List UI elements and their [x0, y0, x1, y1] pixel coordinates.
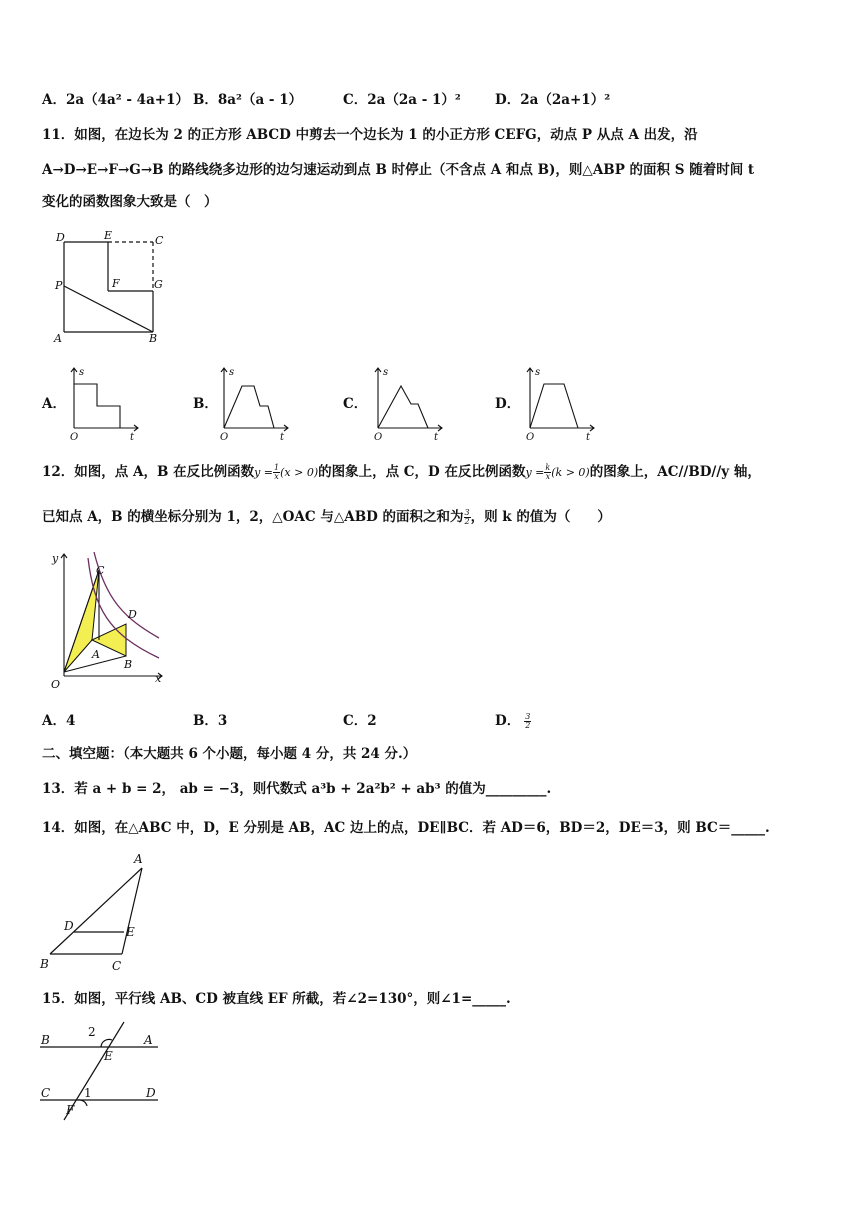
q15-label-f: F — [66, 1103, 75, 1117]
q12-option-d: D． $\frac{3}{2}$ — [495, 712, 531, 730]
q11-label-d: D — [56, 231, 65, 244]
q12-label-c: C — [96, 564, 105, 577]
q14-triangle-figure — [36, 850, 156, 976]
svg-text:t: t — [434, 432, 439, 443]
q14-label-c: C — [112, 959, 122, 973]
q15-text: 15．如图，平行线 AB、CD 被直线 EF 所截，若∠2=130°，则∠1=_____. — [42, 991, 511, 1007]
q11-label-c: C — [155, 234, 164, 247]
svg-text:O: O — [220, 432, 229, 443]
q11-label-a: A — [54, 332, 62, 345]
q10-option-c: C．2a（2a - 1）² — [343, 92, 461, 108]
q15-label-angle2: 2 — [88, 1025, 96, 1039]
q12-label-x: x — [155, 672, 162, 685]
q14-label-b: B — [40, 957, 49, 971]
q11-text-line3: 变化的函数图象大致是（ ） — [42, 194, 218, 210]
q11-option-a: A． — [42, 396, 66, 412]
svg-text:s: s — [229, 367, 235, 378]
q11-text-line1: 11．如图，在边长为 2 的正方形 ABCD 中剪去一个边长为 1 的小正方形 CEFG，动点 P 从点 A 出发，沿 — [42, 127, 698, 143]
svg-text:s: s — [535, 367, 541, 378]
q11-label-e: E — [104, 229, 113, 242]
q13-text: 13．若 a + b = 2， ab = −3，则代数式 a³b + 2a²b² + ab³ 的值为_________. — [42, 781, 552, 797]
q12-hyperbola-figure — [44, 548, 170, 694]
q11-graph-c — [368, 364, 448, 444]
q10-option-b: B．8a²（a - 1） — [193, 92, 303, 108]
q12-label-o: O — [51, 678, 61, 691]
q11-label-p: P — [55, 279, 63, 292]
q12-label-d: D — [128, 608, 137, 621]
svg-text:O: O — [70, 432, 79, 443]
q15-label-angle1: 1 — [84, 1086, 92, 1100]
q15-label-a: A — [144, 1033, 153, 1047]
q11-option-c: C． — [343, 396, 368, 412]
q15-label-b: B — [41, 1033, 50, 1047]
q11-label-b: B — [149, 332, 158, 345]
svg-text:t: t — [586, 432, 591, 443]
q14-text: 14．如图，在△ABC 中，D，E 分别是 AB，AC 边上的点，DE∥BC．若 AD＝6，BD＝2，DE＝3，则 BC＝_____. — [42, 820, 770, 836]
svg-text:O: O — [374, 432, 383, 443]
q10-option-d: D．2a（2a+1）² — [495, 92, 611, 108]
svg-text:t: t — [280, 432, 285, 443]
svg-text:s: s — [383, 367, 389, 378]
q12-option-c: C．2 — [343, 713, 377, 729]
q15-parallel-lines-figure — [38, 1020, 164, 1126]
q12-label-b: B — [124, 658, 133, 671]
q14-label-a: A — [134, 852, 143, 866]
svg-text:O: O — [526, 432, 535, 443]
q12-option-b: B．3 — [193, 713, 228, 729]
q11-option-d: D． — [495, 396, 521, 412]
q14-label-d: D — [64, 919, 74, 933]
q11-square-figure — [50, 228, 170, 348]
q11-option-b: B． — [193, 396, 218, 412]
section-2-heading: 二、填空题：（本大题共 6 个小题，每小题 4 分，共 24 分.） — [42, 746, 417, 762]
q12-label-a: A — [92, 648, 100, 661]
svg-text:s: s — [79, 367, 85, 378]
q12-text-line2: 已知点 A，B 的横坐标分别为 1，2，△OAC 与△ABD 的面积之和为 $\frac{3}{2}$ ，则 k 的值为（ ） — [42, 508, 611, 526]
q11-label-f: F — [112, 277, 120, 290]
q12-text-line1: 12．如图，点 A，B 在反比例函数y = $\frac{1}{x}$ (x > 0)的图象上，点 C，D 在反比例函数y = $\frac{k}{x}$ (k > 0)的图象上，AC//BD//y 轴， — [42, 463, 761, 481]
q15-label-e: E — [104, 1049, 113, 1063]
q11-text-line2: A→D→E→F→G→B 的路线绕多边形的边匀速运动到点 B 时停止（不含点 A 和点 B)，则△ABP 的面积 S 随着时间 t — [42, 162, 755, 178]
q15-label-c: C — [41, 1086, 51, 1100]
q11-graph-a — [64, 364, 144, 444]
q15-label-d: D — [146, 1086, 156, 1100]
q11-graph-b — [214, 364, 294, 444]
q14-label-e: E — [126, 925, 135, 939]
q12-option-a: A．4 — [42, 713, 76, 729]
q11-graph-d — [520, 364, 600, 444]
q10-option-a: A．2a（4a² - 4a+1） — [42, 92, 190, 108]
svg-text:t: t — [130, 432, 135, 443]
q11-label-g: G — [154, 278, 163, 291]
q12-label-y: y — [52, 552, 59, 565]
